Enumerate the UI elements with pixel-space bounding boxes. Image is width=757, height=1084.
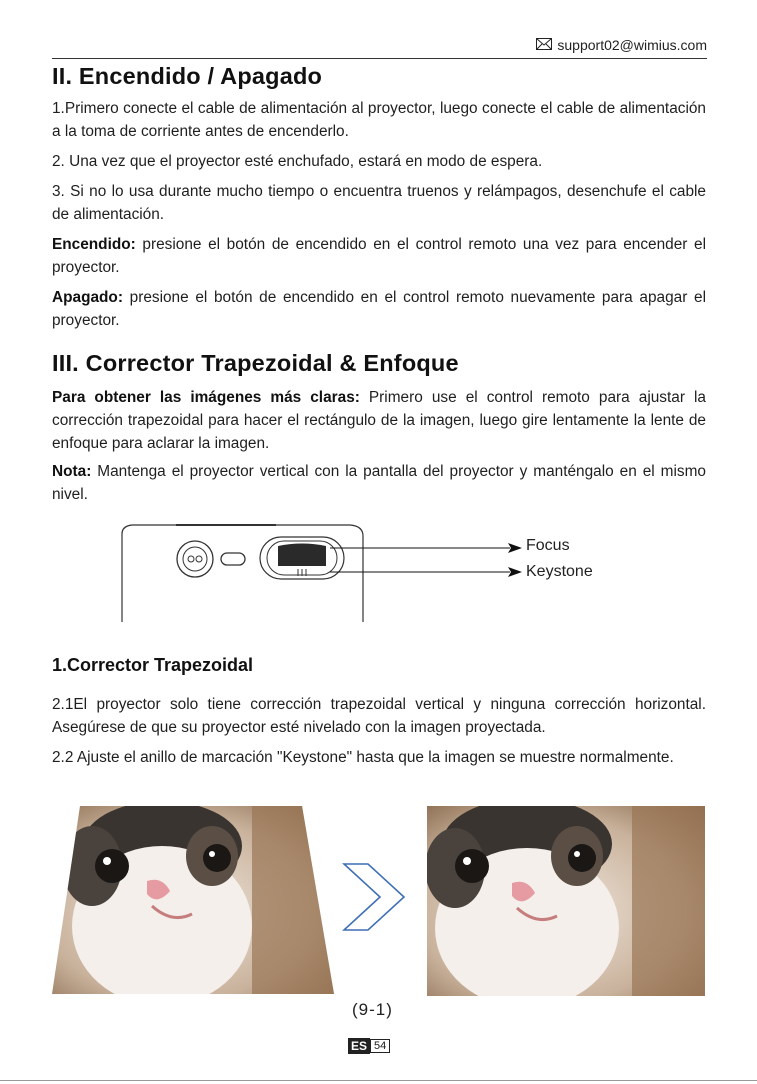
clear-image-text: Primero use el control remoto para ajustar la corrección trapezoidal para hacer el rectángulo de la imagen, luego gire lentamente la lente de enfoque para aclarar la imagen. [52,389,706,452]
power-on-paragraph [52,233,706,279]
power-off-label: Apagado: [52,289,123,306]
paragraph-1: 1.Primero conecte el cable de alimentación al proyector, luego conecte el cable de alimentación a la toma de corriente antes de encenderlo. [52,100,706,140]
envelope-icon [536,37,552,53]
image-before-keystone [52,806,334,999]
paragraph-2-2: 2.2 Ajuste el anillo de marcación "Keystone" hasta que la imagen se muestre normalmente. [52,749,674,766]
keystone-label: Keystone [526,563,593,580]
power-on-label: Encendido: [52,236,136,253]
image-after-keystone [427,806,705,1001]
clear-image-label: Para obtener las imágenes más claras: [52,389,360,406]
email-text: support02@wimius.com [557,37,707,53]
page-number-value: 54 [370,1039,390,1053]
paragraph-2-1: 2.1El proyector solo tiene corrección trapezoidal vertical y ninguna corrección horizontal. Asegúrese de que su proyector esté nivelado con la imagen proyectada. [52,696,706,736]
paragraph-3: 3. Si no lo usa durante mucho tiempo o encuentra truenos y relámpagos, desenchufe el cable de alimentación. [52,183,706,223]
section-title-power: II. Encendido / Apagado [52,63,323,89]
language-badge: ES [348,1038,370,1054]
power-off-text: presione el botón de encendido en el control remoto nuevamente para apagar el proyector. [52,289,706,329]
note-text: Mantenga el proyector vertical con la pantalla del proyector y manténgalo en el mismo nivel. [52,463,706,503]
focus-label: Focus [526,537,570,554]
note-label: Nota: [52,463,92,480]
focus-arrow [330,543,522,588]
bottom-rule [0,1080,757,1081]
note-paragraph [52,460,706,506]
power-on-text: presione el botón de encendido en el control remoto una vez para encender el proyector. [52,236,706,276]
header-rule [52,58,707,59]
clear-image-paragraph [52,386,706,455]
keystone-subtitle: 1.Corrector Trapezoidal [52,655,254,675]
page-number [348,1038,390,1054]
header-email [536,37,707,53]
paragraph-2: 2. Una vez que el proyector esté enchufado, estará en modo de espera. [52,153,543,170]
chevron-right-icon [342,862,408,937]
section-title-keystone-focus: III. Corrector Trapezoidal & Enfoque [52,350,459,376]
figure-caption: (9-1) [352,1000,393,1019]
power-off-paragraph [52,286,706,332]
